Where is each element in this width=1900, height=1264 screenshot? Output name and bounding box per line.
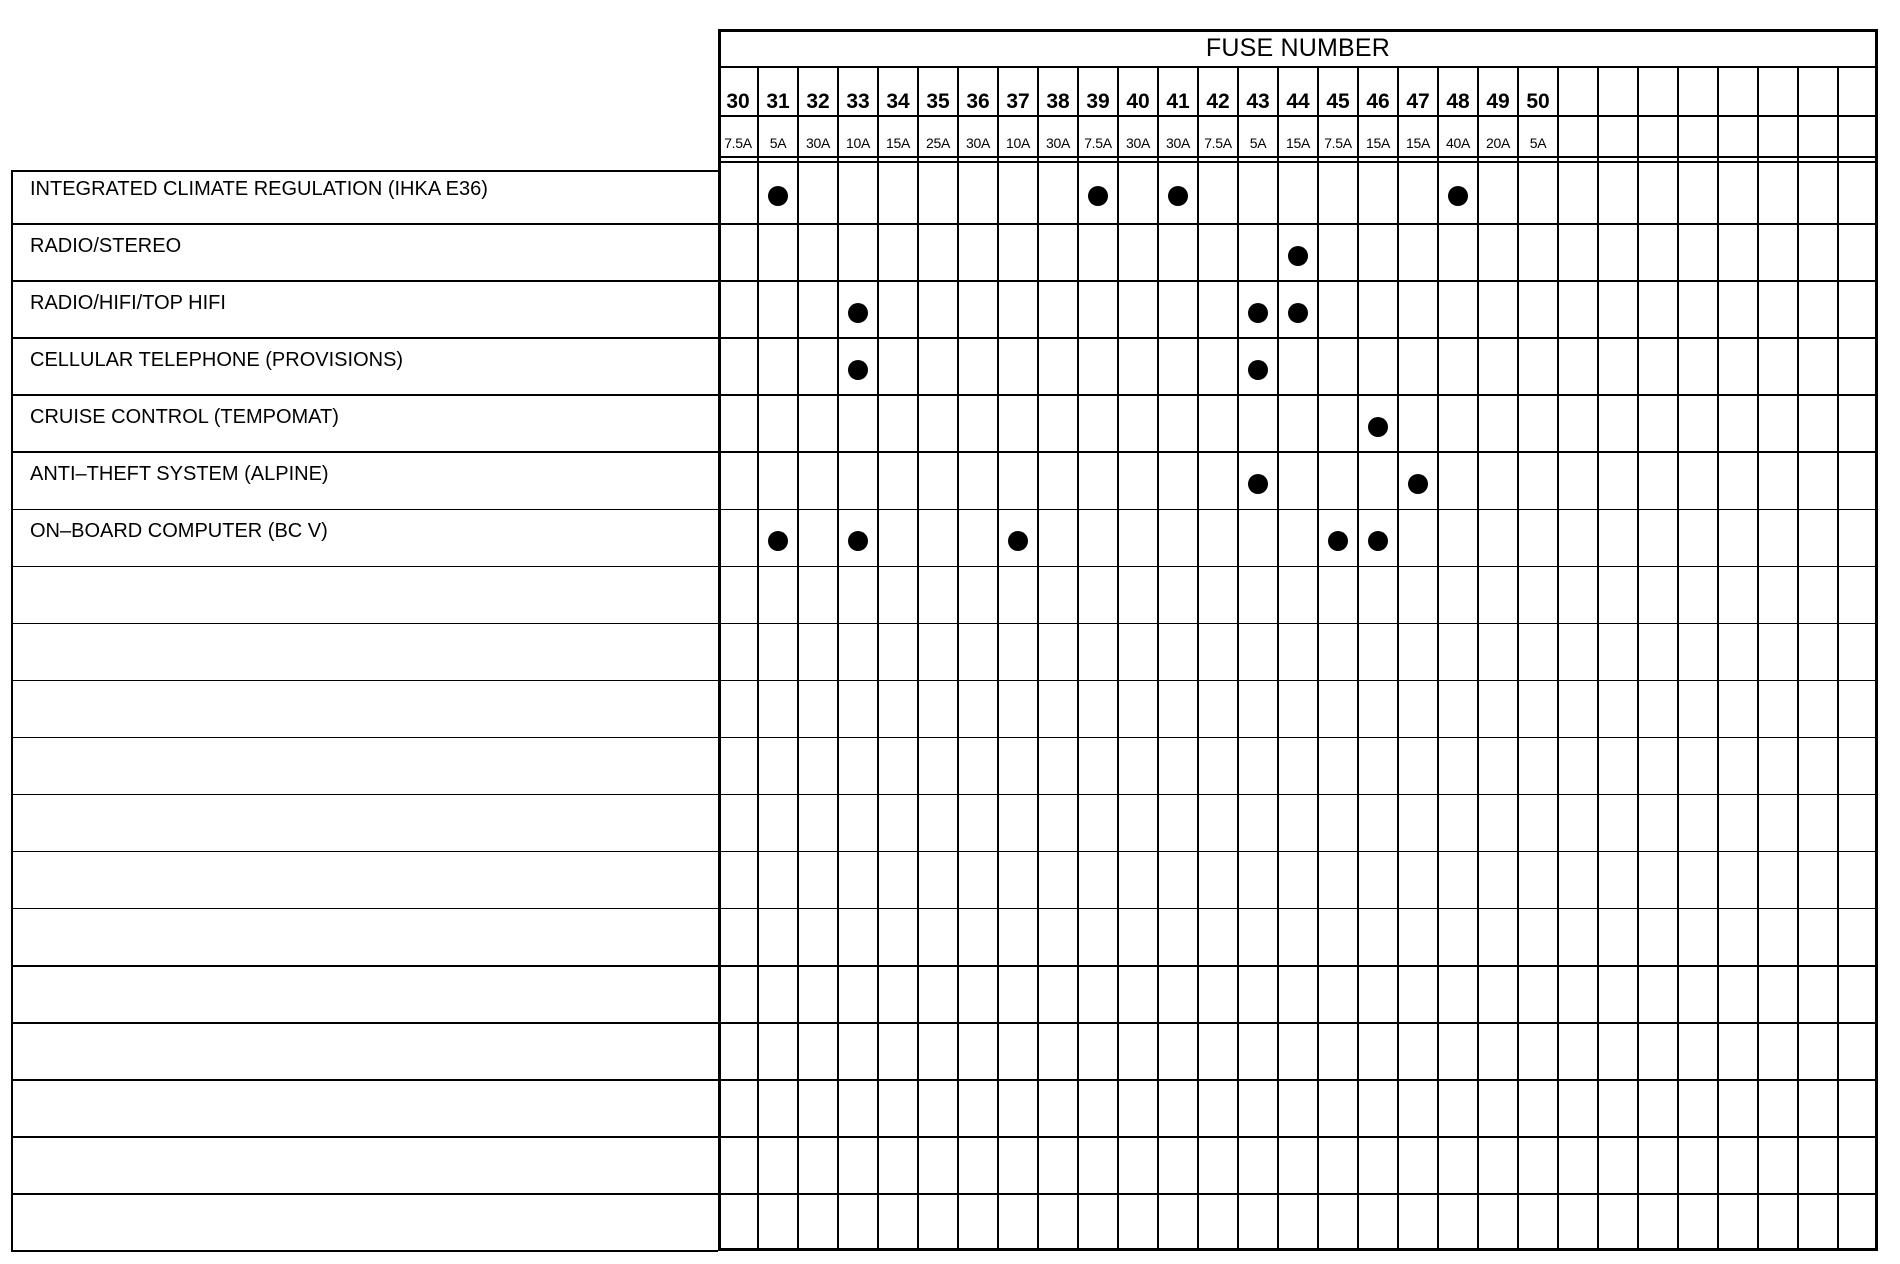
blank-circuit-row xyxy=(12,852,718,909)
fuse-rating-cell: 30A xyxy=(805,135,830,151)
fuse-rating-cell: 15A xyxy=(1405,135,1430,151)
fuse-number-cell: 48 xyxy=(1446,90,1470,113)
blank-circuit-row xyxy=(12,738,718,795)
circuit-row xyxy=(12,509,718,566)
fuse-number-cell: 36 xyxy=(966,90,990,113)
circuit-row xyxy=(12,395,718,452)
fuse-number-cell: 42 xyxy=(1206,90,1230,113)
fuse-rating-cell: 30A xyxy=(1045,135,1070,151)
fuse-rating-cell: 7.5A xyxy=(1324,135,1352,151)
blank-circuit-row xyxy=(12,680,718,737)
fuse-grid xyxy=(718,29,1878,1251)
fuse-rating-cell: 10A xyxy=(1005,135,1030,151)
blank-circuit-row xyxy=(12,795,718,852)
fuse-number-cell: 39 xyxy=(1086,90,1110,113)
fuse-rating-cell: 10A xyxy=(845,135,870,151)
blank-circuit-row xyxy=(12,566,718,623)
fuse-rating-cell: 40A xyxy=(1445,135,1470,151)
fuse-number-cell: 47 xyxy=(1406,90,1430,113)
fuse-rating-cell: 5A xyxy=(1529,135,1547,151)
blank-circuit-row xyxy=(12,1023,718,1080)
fuse-number-cell: 45 xyxy=(1326,90,1350,113)
fuse-number-cell: 32 xyxy=(806,90,830,113)
fuse-number-cell: 41 xyxy=(1166,90,1190,113)
fuse-rating-cell: 30A xyxy=(1165,135,1190,151)
circuit-label: CELLULAR TELEPHONE (PROVISIONS) xyxy=(30,349,404,372)
fuse-rating-cell: 30A xyxy=(1125,135,1150,151)
circuit-label: CRUISE CONTROL (TEMPOMAT) xyxy=(30,406,339,429)
fuse-rating-cell: 7.5A xyxy=(1084,135,1112,151)
blank-circuit-row xyxy=(12,966,718,1023)
fuse-number-cell: 30 xyxy=(726,90,750,113)
fuse-rating-cell: 5A xyxy=(1249,135,1267,151)
fuse-number-cell: 46 xyxy=(1366,90,1390,113)
fuse-number-cell: 40 xyxy=(1126,90,1150,113)
fuse-number-cell: 31 xyxy=(766,90,790,113)
blank-circuit-row xyxy=(12,1080,718,1137)
fuse-number-cell: 34 xyxy=(886,90,910,113)
fuse-rating-cell: 15A xyxy=(1365,135,1390,151)
blank-circuit-row xyxy=(12,1194,718,1251)
blank-circuit-row xyxy=(12,909,718,966)
circuit-label: INTEGRATED CLIMATE REGULATION (IHKA E36) xyxy=(30,178,488,200)
fuse-number-cell: 38 xyxy=(1046,90,1070,113)
circuit-row xyxy=(12,452,718,509)
fuse-rating-cell: 7.5A xyxy=(724,135,752,151)
fuse-rating-cell: 15A xyxy=(885,135,910,151)
circuit-label: ANTI–THEFT SYSTEM (ALPINE) xyxy=(30,463,329,486)
circuit-row xyxy=(12,224,718,281)
fuse-rating-cell: 20A xyxy=(1485,135,1510,151)
fuse-number-heading: FUSE NUMBER xyxy=(1205,33,1391,62)
fuse-number-cell: 49 xyxy=(1486,90,1510,113)
circuit-label: ON–BOARD COMPUTER (BC V) xyxy=(30,520,328,543)
circuit-label-column xyxy=(12,171,718,1251)
fuse-rating-cell: 30A xyxy=(965,135,990,151)
circuit-row xyxy=(12,171,718,224)
fuse-rating-cell: 25A xyxy=(925,135,950,151)
fuse-rating-cell: 5A xyxy=(769,135,787,151)
fuse-number-cell: 43 xyxy=(1246,90,1270,113)
fuse-number-cell: 37 xyxy=(1006,90,1030,113)
fuse-number-cell: 33 xyxy=(846,90,870,113)
circuit-row xyxy=(12,338,718,395)
blank-circuit-row xyxy=(12,623,718,680)
circuit-label: RADIO/HIFI/TOP HIFI xyxy=(30,292,226,315)
grid-outer-border xyxy=(718,29,1878,1251)
fuse-number-cell: 50 xyxy=(1526,90,1550,113)
fuse-number-cell: 44 xyxy=(1286,90,1310,113)
fuse-rating-cell: 15A xyxy=(1285,135,1310,151)
fuse-rating-cell: 7.5A xyxy=(1204,135,1232,151)
fuse-number-cell: 35 xyxy=(926,90,950,113)
circuit-row xyxy=(12,281,718,338)
blank-circuit-row xyxy=(12,1137,718,1194)
circuit-label: RADIO/STEREO xyxy=(30,235,182,258)
